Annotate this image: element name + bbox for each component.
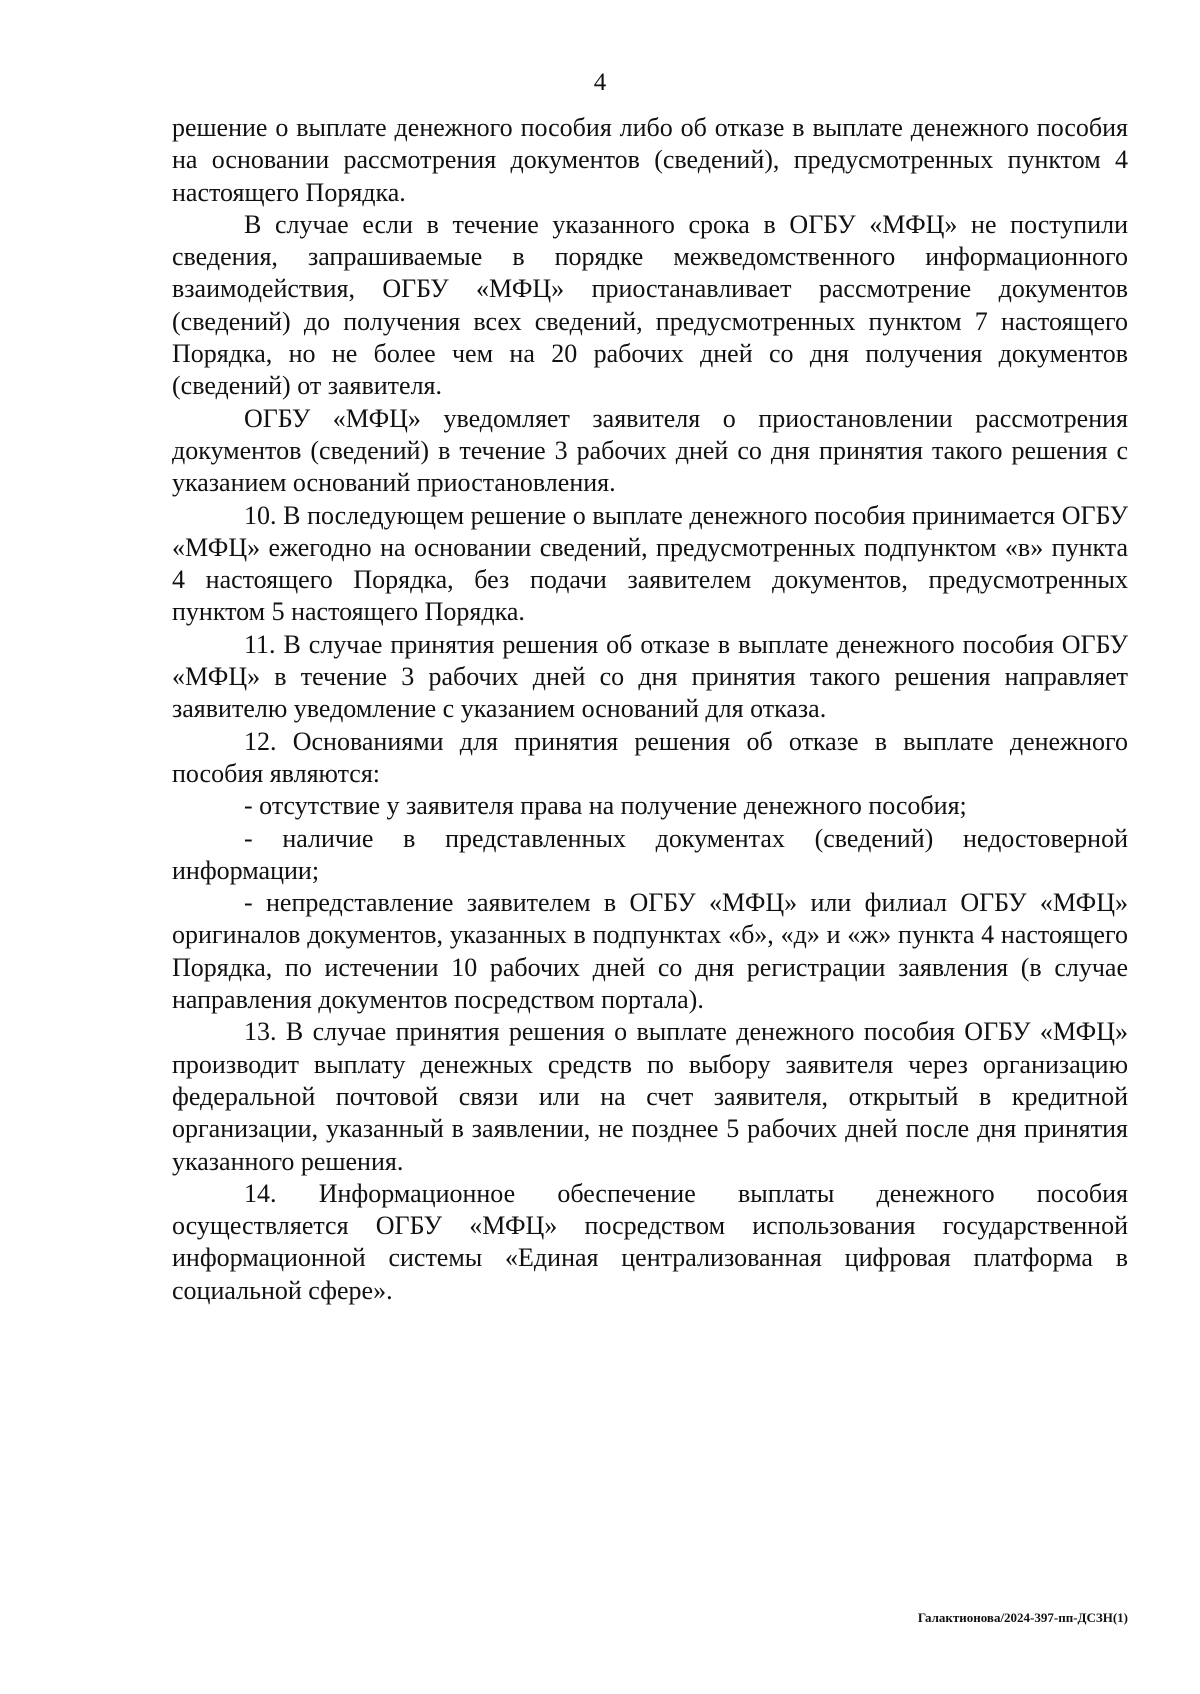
list-item-false-info: - наличие в представленных документах (сведений) недостоверной информации; (172, 823, 1128, 885)
paragraph-item-14: 14. Информационное обеспечение выплаты денежного пособия осуществляется ОГБУ «МФЦ» посредством использования государственной информационной системы «Единая централизованная цифровая платформа в социальной сфере». (172, 1178, 1128, 1305)
list-item-no-originals: - непредставление заявителем в ОГБУ «МФЦ» или филиал ОГБУ «МФЦ» оригиналов документов, указанных в подпунктах «б», «д» и «ж» пункта 4 настоящего Порядка, по истечении 10 рабочих дней со дня регистрации заявления (в случае направления документов посредством портала). (172, 888, 1128, 1015)
paragraph-item-12: 12. Основаниями для принятия решения об отказе в выплате денежного пособия являются: (172, 726, 1128, 788)
document-code: Галактионова/2024-397-пп-ДСЗН(1) (917, 1610, 1128, 1625)
paragraph-notification: ОГБУ «МФЦ» уведомляет заявителя о приостановлении рассмотрения документов (сведений) в течение 3 рабочих дней со дня принятия такого решения с указанием оснований приостановления. (172, 403, 1128, 498)
document-body (172, 112, 1128, 1307)
paragraph-continuation: решение о выплате денежного пособия либо об отказе в выплате денежного пособия на основании рассмотрения документов (сведений), предусмотренных пунктом 4 настоящего Порядка. (172, 113, 1128, 207)
list-item-no-right: - отсутствие у заявителя права на получение денежного пособия; (244, 791, 967, 821)
paragraph-suspension: В случае если в течение указанного срока в ОГБУ «МФЦ» не поступили сведения, запрашиваемые в порядке межведомственного информационного взаимодействия, ОГБУ «МФЦ» приостанавливает рассмотрение документов (сведений) до получения всех сведений, предусмотренных пунктом 7 настоящего Порядка, но не более чем на 20 рабочих дней со дня получения документов (сведений) от заявителя. (172, 209, 1128, 401)
page-number: 4 (593, 69, 607, 96)
paragraph-item-10: 10. В последующем решение о выплате денежного пособия принимается ОГБУ «МФЦ» ежегодно на основании сведений, предусмотренных подпунктом «в» пункта 4 настоящего Порядка, без подачи заявителем документов, предусмотренных пунктом 5 настоящего Порядка. (172, 500, 1128, 627)
paragraph-item-11: 11. В случае принятия решения об отказе в выплате денежного пособия ОГБУ «МФЦ» в течение 3 рабочих дней со дня принятия такого решения направляет заявителю уведомление с указанием оснований для отказа. (172, 629, 1128, 724)
paragraph-item-13: 13. В случае принятия решения о выплате денежного пособия ОГБУ «МФЦ» производит выплату денежных средств по выбору заявителя через организацию федеральной почтовой связи или на счет заявителя, открытый в кредитной организации, указанный в заявлении, не позднее 5 рабочих дней после дня принятия указанного решения. (172, 1017, 1128, 1176)
